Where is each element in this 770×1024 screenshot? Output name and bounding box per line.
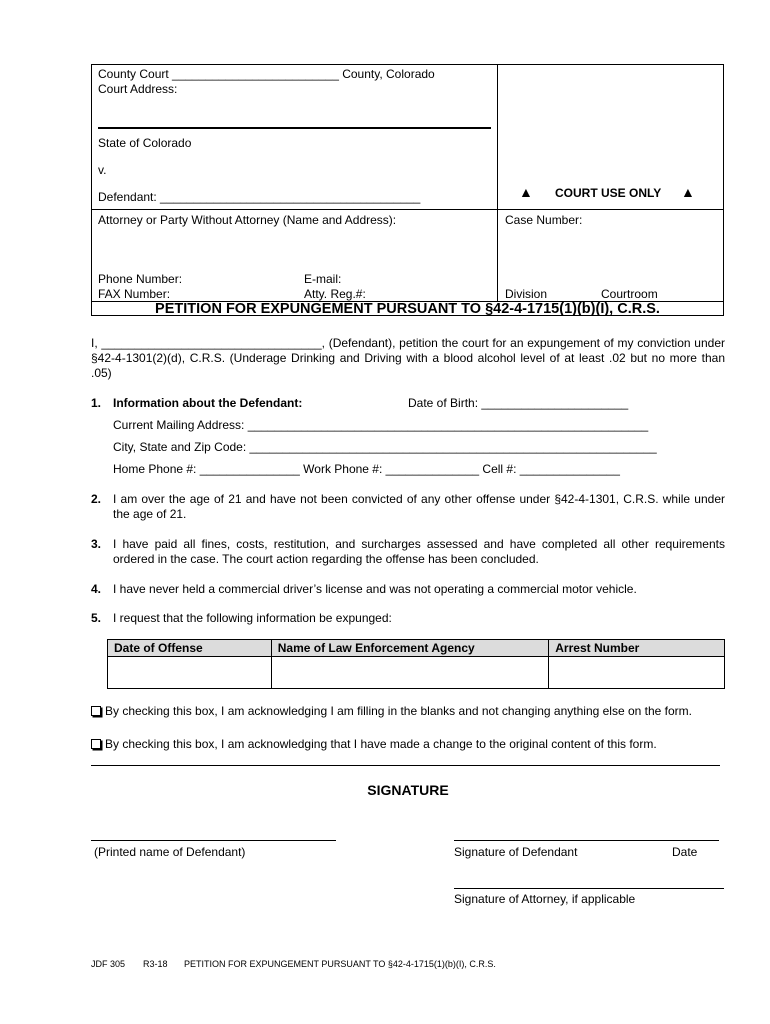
court-address-label: Court Address: [98,82,178,96]
footer-revision: R3-18 [143,959,168,969]
mailing-address-field: Current Mailing Address: ____________________________________________________________ [113,418,649,432]
date-label: Date [672,845,698,859]
acknowledge-unchanged-text: By checking this box, I am acknowledging I am filling in the blanks and not changing anything else on the form. [105,704,693,718]
courtroom-label: Courtroom [601,287,658,301]
signature-heading: SIGNATURE [367,782,449,798]
list-item [91,611,725,626]
printed-name-line [91,840,336,841]
acknowledge-changed [91,737,725,752]
list-item [91,537,725,567]
item-number: 5. [91,611,102,625]
versus-label: v. [98,163,107,177]
atty-reg-label: Atty. Reg.#: [304,287,366,301]
division-label: Division [505,287,548,301]
item-number: 2. [91,492,102,506]
intro-paragraph: I, _________________________________, (Defendant), petition the court for an expungement of my conviction under §42-4-1301(2)(d), C.R.S. (Underage Drinking and Driving with a blood alcohol level of at least .02 but no more than .05) [91,336,725,380]
checkbox-icon[interactable] [91,739,101,749]
date-of-birth-field: Date of Birth: ______________________ [408,396,629,410]
item-text: I have never held a commercial driver’s license and was not operating a commercial motor vehicle. [113,582,637,596]
item-text: I have paid all fines, costs, restitution, and surcharges assessed and have completed all other requirements ordered in the case. The court action regarding the offense has been concluded. [113,537,725,566]
item-number: 3. [91,537,102,551]
up-arrow-icon: ▲ [519,184,533,200]
item-number: 4. [91,582,102,596]
acknowledge-changed-text: By checking this box, I am acknowledging that I have made a change to the original content of this form. [105,737,657,751]
defendant-label: Defendant: _______________________________________ [98,190,421,204]
email-label: E-mail: [304,272,342,286]
checkbox-icon[interactable] [91,706,101,716]
court-address-line [98,127,491,129]
agency-cell[interactable] [271,657,549,689]
caption-divider [497,64,498,301]
section-divider [91,765,720,766]
state-label: State of Colorado [98,136,192,150]
phone-numbers-field: Home Phone #: _______________ Work Phone #: ______________ Cell #: _______________ [113,462,620,476]
defendant-signature-label: Signature of Defendant [454,845,578,859]
item-number: 1. [91,396,102,410]
table-header-agency: Name of Law Enforcement Agency [271,640,549,657]
list-item [91,582,725,597]
attorney-signature-label: Signature of Attorney, if applicable [454,892,636,906]
acknowledge-unchanged [91,704,725,719]
printed-name-label: (Printed name of Defendant) [94,845,246,859]
arrest-number-cell[interactable] [549,657,725,689]
footer-form-id: JDF 305 [91,959,126,969]
fax-label: FAX Number: [98,287,171,301]
defendant-signature-line [454,840,719,841]
list-item [91,492,725,522]
table-header-date-of-offense: Date of Offense [108,640,272,657]
table-header-row [108,640,725,657]
item-text: I request that the following information be expunged: [113,611,392,625]
table-header-arrest-number: Arrest Number [549,640,725,657]
attorney-signature-line [454,888,724,889]
county-court-label: County Court _________________________ County, Colorado [98,67,435,81]
phone-label: Phone Number: [98,272,183,286]
attorney-label: Attorney or Party Without Attorney (Name and Address): [98,213,397,227]
footer-form-title: PETITION FOR EXPUNGEMENT PURSUANT TO §42-4-1715(1)(b)(I), C.R.S. [184,959,496,969]
case-number-label: Case Number: [505,213,583,227]
page-title: PETITION FOR EXPUNGEMENT PURSUANT TO §42-4-1715(1)(b)(I), C.R.S. [155,301,660,317]
defendant-info-heading: Information about the Defendant: [113,396,303,410]
expungement-table [107,639,725,689]
table-row [108,657,725,689]
item-text: I am over the age of 21 and have not been convicted of any other offense under §42-4-1301, C.R.S. while under the age of 21. [113,492,725,521]
city-state-zip-field: City, State and Zip Code: _____________________________________________________________ [113,440,657,454]
caption-row-divider [91,209,724,210]
date-of-offense-cell[interactable] [108,657,272,689]
up-arrow-icon: ▲ [681,184,695,200]
court-use-only-label: COURT USE ONLY [555,186,662,200]
